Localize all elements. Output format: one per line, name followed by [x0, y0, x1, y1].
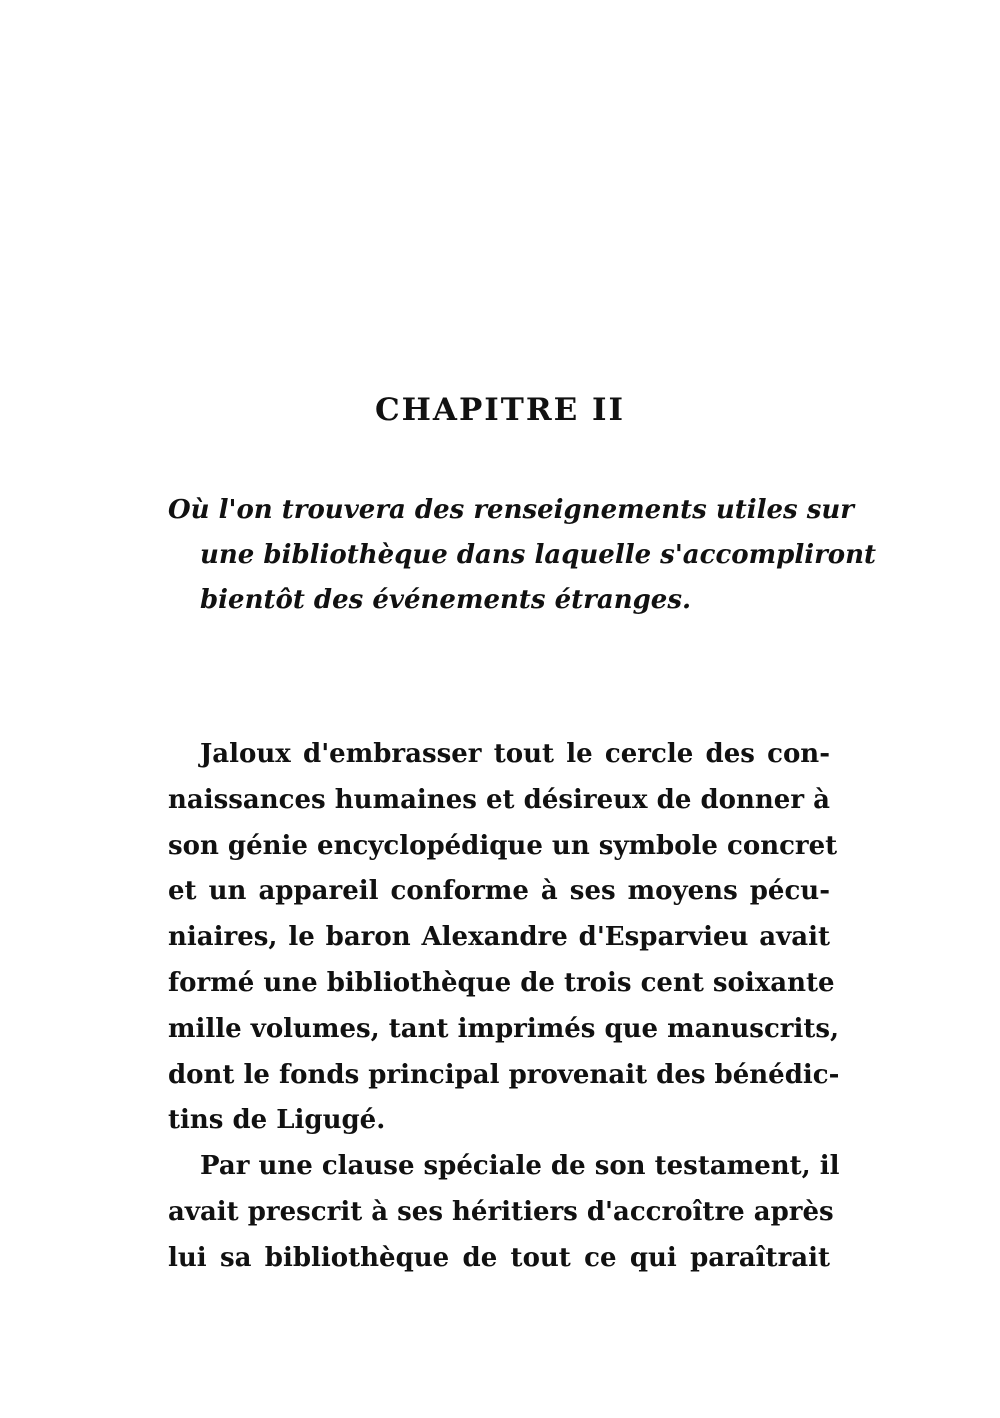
- paragraph-line: tins de Ligugé.: [168, 1105, 386, 1136]
- paragraph-line: Par une clause spéciale de son testament, il: [200, 1151, 840, 1182]
- paragraph-line: avait prescrit à ses héritiers d'accroître après: [168, 1196, 834, 1227]
- body-text: [168, 732, 840, 1282]
- paragraph-line: Jaloux d'embrasser tout le cercle des con-: [200, 739, 830, 769]
- paragraph-line: dont le fonds principal provenait des bénédic-: [168, 1059, 840, 1090]
- paragraph-line: mille volumes, tant imprimés que manuscrits,: [168, 1013, 840, 1044]
- summary-line: une bibliothèque dans laquelle s'accompliront: [200, 540, 877, 570]
- chapter-summary: [168, 488, 877, 623]
- paragraph-line: naissances humaines et désireux de donner à: [168, 784, 830, 815]
- paragraph-line: niaires, le baron Alexandre d'Esparvieu avait: [168, 922, 830, 953]
- chapter-title: CHAPITRE II: [374, 392, 626, 428]
- paragraph-line: lui sa bibliothèque de tout ce qui paraîtrait: [168, 1242, 830, 1273]
- paragraph-line: et un appareil conforme à ses moyens pécu-: [168, 876, 830, 907]
- summary-line: bientôt des événements étranges.: [200, 585, 692, 615]
- paragraph-line: son génie encyclopédique un symbole concret: [168, 830, 838, 861]
- paragraph-line: formé une bibliothèque de trois cent soixante: [168, 967, 835, 998]
- summary-line: Où l'on trouvera des renseignements utiles sur: [168, 495, 854, 525]
